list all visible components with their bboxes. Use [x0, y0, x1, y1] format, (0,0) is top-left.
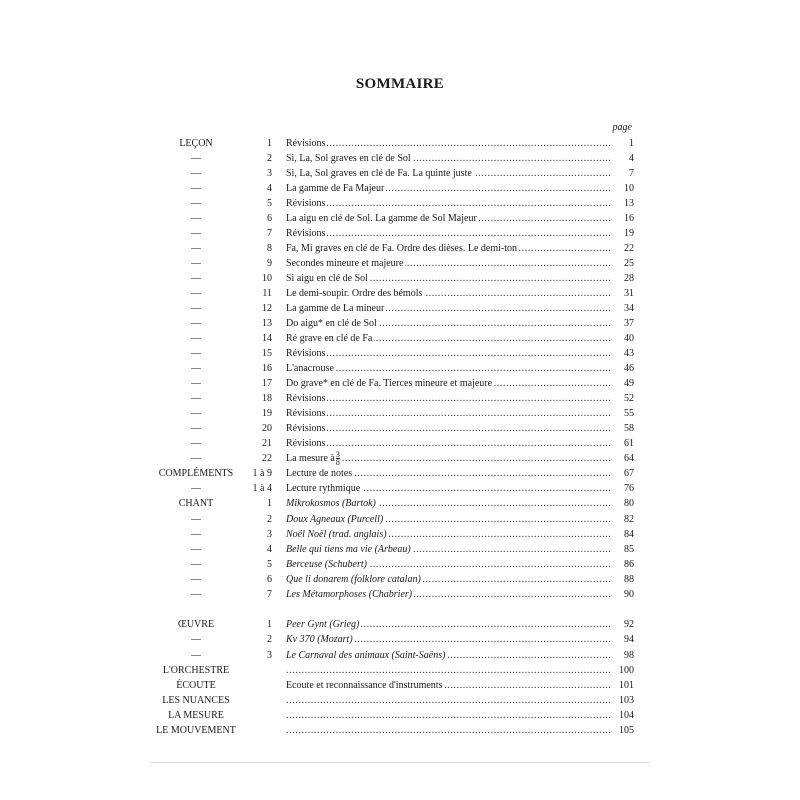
toc-page-number: 82: [612, 512, 634, 527]
toc-number: 3: [267, 529, 272, 540]
toc-number: 20: [262, 423, 272, 434]
toc-section: —: [191, 544, 201, 555]
toc-entry: Révisions: [286, 348, 326, 359]
toc-page-number: 43: [612, 346, 634, 361]
toc-row: [0, 451, 800, 466]
toc-section: —: [191, 589, 201, 600]
toc-page-number: 19: [612, 226, 634, 241]
toc-page-number: 58: [612, 421, 634, 436]
toc-row: [0, 542, 800, 557]
dot-leader: [286, 693, 618, 708]
bottom-divider: [150, 762, 650, 763]
toc-section: —: [191, 258, 201, 269]
toc-row: [0, 211, 800, 226]
toc-section: —: [191, 378, 201, 389]
toc-page-number: 67: [612, 466, 634, 481]
toc-page-number: 55: [612, 406, 634, 421]
toc-row: [0, 512, 800, 527]
page-column-header: page: [612, 122, 632, 133]
toc-page-number: 22: [612, 241, 634, 256]
toc-row: [0, 286, 800, 301]
toc-row: [0, 136, 800, 151]
toc-section: —: [191, 453, 201, 464]
toc-row: [0, 723, 800, 738]
toc-number: 11: [262, 288, 272, 299]
toc-row: [0, 527, 800, 542]
toc-section: CHANT: [178, 498, 214, 509]
toc-section: —: [191, 483, 201, 494]
toc-section: —: [191, 228, 201, 239]
toc-section: —: [191, 168, 201, 179]
toc-row: [0, 648, 800, 663]
toc-row: [0, 496, 800, 511]
toc-entry: Révisions: [286, 138, 326, 149]
toc-number: 16: [262, 363, 272, 374]
toc-number: 17: [262, 378, 272, 389]
toc-section: COMPLÉMENTS: [158, 468, 234, 479]
toc-section: —: [191, 303, 201, 314]
toc-section: —: [191, 318, 201, 329]
toc-row: [0, 617, 800, 632]
toc-number: 5: [267, 198, 272, 209]
toc-entry: Belle qui tiens ma vie (Arbeau): [286, 544, 411, 555]
toc-entry: Révisions: [286, 423, 326, 434]
toc-section: —: [191, 574, 201, 585]
toc-number: 6: [267, 574, 272, 585]
toc-section: —: [191, 393, 201, 404]
toc-entry: Lecture rythmique: [286, 483, 361, 494]
toc-page-number: 28: [612, 271, 634, 286]
dot-leader: [286, 708, 618, 723]
toc-section: —: [191, 288, 201, 299]
toc-number: 2: [267, 634, 272, 645]
toc-number: 1: [267, 619, 272, 630]
toc-number: 10: [262, 273, 272, 284]
page-title: SOMMAIRE: [355, 76, 445, 92]
toc-number: 22: [262, 453, 272, 464]
toc-entry: Doux Agneaux (Purcell): [286, 514, 384, 525]
toc-number: 4: [267, 183, 272, 194]
toc-entry: Peer Gynt (Grieg): [286, 619, 360, 630]
toc-page-number: 31: [612, 286, 634, 301]
toc-row: [0, 196, 800, 211]
dot-leader: [286, 663, 618, 678]
toc-row: [0, 331, 800, 346]
toc-row: [0, 316, 800, 331]
toc-section: LE MOUVEMENT: [156, 725, 236, 736]
toc-section: —: [191, 559, 201, 570]
toc-row: [0, 481, 800, 496]
toc-entry: Do aigu* en clé de Sol: [286, 318, 377, 329]
toc-page-number: 16: [612, 211, 634, 226]
toc-entry: Noël Noël (trad. anglais): [286, 529, 387, 540]
toc-entry: Lecture de notes: [286, 468, 353, 479]
toc-number: 5: [267, 559, 272, 570]
toc-number: 18: [262, 393, 272, 404]
toc-section: —: [191, 423, 201, 434]
toc-entry: Mikrokosmos (Bartok): [286, 498, 376, 509]
toc-number: 2: [267, 153, 272, 164]
toc-entry: La gamme de La mineur: [286, 303, 385, 314]
toc-entry: Révisions: [286, 198, 326, 209]
toc-entry: Berceuse (Schubert): [286, 559, 367, 570]
toc-page-number: 80: [612, 496, 634, 511]
toc-number: 1 à 4: [252, 483, 272, 494]
toc-row: [0, 632, 800, 647]
toc-number: 4: [267, 544, 272, 555]
toc-page-number: 25: [612, 256, 634, 271]
toc-number: 15: [262, 348, 272, 359]
toc-page-number: 13: [612, 196, 634, 211]
toc-entry: L'anacrouse: [286, 363, 334, 374]
toc-section: —: [191, 198, 201, 209]
toc-page-number: 61: [612, 436, 634, 451]
toc-page-number: 86: [612, 557, 634, 572]
toc-number: 6: [267, 213, 272, 224]
toc-section: —: [191, 529, 201, 540]
toc-section: —: [191, 650, 201, 661]
toc-entry: La mesure à $\frac{3}{8}$: [286, 451, 340, 467]
toc-section: —: [191, 333, 201, 344]
toc-number: 3: [267, 168, 272, 179]
toc-entry: Que li donarem (folklore catalan): [286, 574, 421, 585]
toc-row: [0, 693, 800, 708]
toc-entry: La gamme de Fa Majeur: [286, 183, 385, 194]
toc-number: 1: [267, 498, 272, 509]
toc-section: —: [191, 363, 201, 374]
toc-row: [0, 256, 800, 271]
toc-page-number: 92: [612, 617, 634, 632]
toc-page-number: 85: [612, 542, 634, 557]
toc-entry: Si, La, Sol graves en clé de Sol: [286, 153, 411, 164]
toc-page-number: 103: [612, 693, 634, 708]
toc-page-number: 101: [612, 678, 634, 693]
toc-entry: La aigu en clé de Sol. La gamme de Sol Majeur: [286, 213, 477, 224]
toc-section: ŒUVRE: [177, 619, 215, 630]
toc-entry: Do grave* en clé de Fa. Tierces mineure et majeure: [286, 378, 493, 389]
toc-entry: Si aigu en clé de Sol: [286, 273, 368, 284]
toc-row: [0, 181, 800, 196]
toc-section: —: [191, 438, 201, 449]
toc-row: [0, 376, 800, 391]
toc-number: 3: [267, 650, 272, 661]
toc-section: —: [191, 514, 201, 525]
toc-entry: Le demi-soupir. Ordre des bémols: [286, 288, 423, 299]
toc-number: 12: [262, 303, 272, 314]
toc-section: LES NUANCES: [162, 695, 230, 706]
toc-number: 1: [267, 138, 272, 149]
toc-page-number: 90: [612, 587, 634, 602]
toc-entry: Ecoute et reconnaissance d'instruments: [286, 680, 443, 691]
toc-entry: Révisions: [286, 408, 326, 419]
toc-number: 7: [267, 589, 272, 600]
toc-row: [0, 708, 800, 723]
toc-page-number: 84: [612, 527, 634, 542]
toc-row: [0, 361, 800, 376]
toc-page-number: 105: [612, 723, 634, 738]
toc-number: 9: [267, 258, 272, 269]
toc-row: [0, 421, 800, 436]
toc-row: [0, 466, 800, 481]
toc-row: [0, 587, 800, 602]
toc-page-number: 88: [612, 572, 634, 587]
toc-page-number: 100: [612, 663, 634, 678]
toc-section: L'ORCHESTRE: [162, 665, 230, 676]
toc-page-number: 37: [612, 316, 634, 331]
toc-section: LA MESURE: [168, 710, 224, 721]
toc-row: [0, 663, 800, 678]
toc-page-number: 94: [612, 632, 634, 647]
dot-leader: [286, 723, 618, 738]
toc-page-number: 46: [612, 361, 634, 376]
toc-entry: Fa, Mi graves en clé de Fa. Ordre des dièses. Le demi-ton: [286, 243, 518, 254]
toc-section: —: [191, 408, 201, 419]
toc-section: —: [191, 183, 201, 194]
toc-page-number: 10: [612, 181, 634, 196]
toc-page-number: 104: [612, 708, 634, 723]
toc-row: [0, 557, 800, 572]
toc-page-number: 76: [612, 481, 634, 496]
toc-number: 21: [262, 438, 272, 449]
toc-row: [0, 406, 800, 421]
toc-row: [0, 151, 800, 166]
toc-row: [0, 436, 800, 451]
toc-page-number: 7: [612, 166, 634, 181]
toc-row: [0, 166, 800, 181]
toc-section: LEÇON: [179, 138, 213, 149]
toc-number: 8: [267, 243, 272, 254]
toc-page-number: 4: [612, 151, 634, 166]
toc-entry: Les Métamorphoses (Chabrier): [286, 589, 413, 600]
toc-entry: Révisions: [286, 228, 326, 239]
toc-number: 2: [267, 514, 272, 525]
toc-entry: Ré grave en clé de Fa: [286, 333, 373, 344]
toc-section: —: [191, 634, 201, 645]
toc-number: 13: [262, 318, 272, 329]
toc-row: [0, 346, 800, 361]
toc-entry: Révisions: [286, 393, 326, 404]
toc-section: —: [191, 153, 201, 164]
toc-entry: Kv 370 (Mozart): [286, 634, 353, 645]
toc-entry: Révisions: [286, 438, 326, 449]
toc-page-number: 98: [612, 648, 634, 663]
toc-page-number: 64: [612, 451, 634, 466]
toc-row: [0, 572, 800, 587]
toc-page-number: 52: [612, 391, 634, 406]
toc-row: [0, 241, 800, 256]
toc-row: [0, 271, 800, 286]
toc-page-number: 40: [612, 331, 634, 346]
toc-number: 7: [267, 228, 272, 239]
toc-entry: Secondes mineure et majeure: [286, 258, 404, 269]
toc-section: —: [191, 273, 201, 284]
toc-row: [0, 226, 800, 241]
toc-section: —: [191, 213, 201, 224]
toc-page-number: 34: [612, 301, 634, 316]
toc-row: [0, 301, 800, 316]
toc-row: [0, 678, 800, 693]
toc-entry: Si, La, Sol graves en clé de Fa. La quinte juste: [286, 168, 472, 179]
toc-number: 1 à 9: [252, 468, 272, 479]
toc-page-number: 49: [612, 376, 634, 391]
fraction: $\frac{3}{8}$: [335, 451, 340, 467]
toc-section: —: [191, 348, 201, 359]
toc-number: 19: [262, 408, 272, 419]
toc-section: —: [191, 243, 201, 254]
toc-section: ÉCOUTE: [176, 680, 216, 691]
toc-entry: Le Carnaval des animaux (Saint-Saëns): [286, 650, 446, 661]
toc-page-number: 1: [612, 136, 634, 151]
toc-row: [0, 391, 800, 406]
toc-number: 14: [262, 333, 272, 344]
